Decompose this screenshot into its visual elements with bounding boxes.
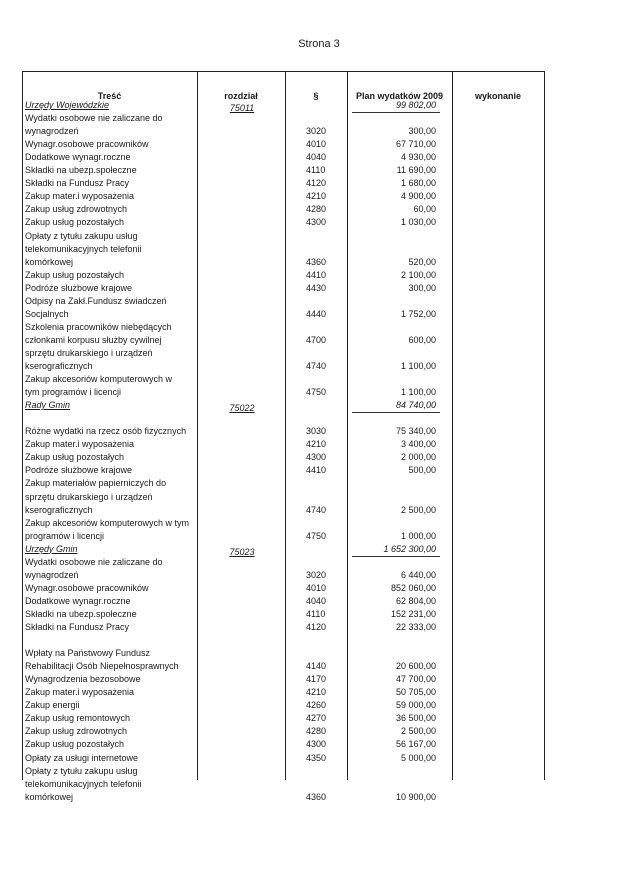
row-description: sprzętu drukarskiego i urządzeń (25, 347, 153, 358)
section-rozdzial: 75011 (229, 103, 255, 113)
row-paragraf: 4740 (306, 361, 327, 371)
row-paragraf: 4040 (306, 152, 327, 163)
row-paragraf: 4360 (306, 256, 327, 267)
row-description: Zakup usług zdrowotnych (25, 204, 128, 215)
row-description: Wpłaty na Państwowy Fundusz (25, 648, 151, 659)
row-amount: 520,00 (408, 256, 436, 267)
row-paragraf: 4110 (306, 165, 326, 176)
row-amount: 2 100,00 (400, 269, 436, 280)
row-paragraf: 4360 (306, 791, 327, 802)
row-description: Opłaty za usługi internetowe (25, 752, 139, 763)
page-title: Strona 3 (298, 38, 340, 50)
row-paragraf: 4700 (306, 334, 327, 345)
section-amount: 99 802,00 (395, 100, 436, 110)
row-description: telekomunikacyjnych telefonii (25, 778, 142, 789)
row-amount: 50 705,00 (395, 687, 436, 698)
row-amount: 300,00 (408, 282, 436, 293)
row-description: komórkowej (25, 256, 74, 267)
row-description: Składki na Fundusz Pracy (25, 622, 130, 632)
row-amount: 3 400,00 (400, 439, 436, 450)
row-paragraf: 4110 (306, 608, 326, 619)
row-description: Zakup usług pozostałych (25, 452, 125, 463)
header-wykonanie: wykonanie (474, 91, 521, 101)
row-description: Podróże służbowe krajowe (25, 465, 133, 476)
row-paragraf: 4740 (306, 504, 327, 515)
row-description: Różne wydatki na rzecz osób fizycznych (25, 426, 187, 437)
section-title: Urzędy Wojewódzkie (25, 100, 110, 110)
section-amount: 84 740,00 (395, 400, 436, 411)
row-amount: 4 930,00 (400, 152, 436, 163)
row-amount: 56 167,00 (395, 739, 436, 750)
row-description: Opłaty z tytułu zakupu usług (25, 230, 138, 241)
row-description: Odpisy na Zakł.Fundusz świadczeń (25, 295, 167, 306)
row-amount: 62 804,00 (395, 595, 436, 606)
row-description: Szkolenia pracowników niebędących (25, 321, 172, 332)
row-paragraf: 4040 (306, 595, 327, 606)
row-description: Składki na ubezp.społeczne (25, 608, 137, 619)
row-amount: 300,00 (408, 126, 436, 137)
row-amount: 852 060,00 (390, 582, 436, 593)
row-description: Zakup energii (25, 700, 80, 711)
row-amount: 10 900,00 (395, 791, 436, 802)
row-description: Zakup usług pozostałych (25, 739, 125, 750)
row-paragraf: 4430 (306, 282, 327, 293)
row-paragraf: 4300 (306, 452, 327, 463)
row-description: Zakup usług zdrowotnych (25, 726, 128, 737)
header-paragraf: § (313, 91, 319, 101)
row-paragraf: 4410 (306, 269, 327, 280)
row-amount: 1 100,00 (400, 361, 436, 371)
section-rozdzial: 75022 (229, 403, 255, 414)
row-description: Zakup usług pozostałych (25, 269, 125, 280)
row-description: Zakup usług pozostałych (25, 217, 125, 228)
row-paragraf: 4350 (306, 752, 327, 763)
header-plan: Plan wydatków 2009 (355, 91, 444, 101)
row-description: tym programów i licencji (25, 387, 122, 398)
row-paragraf: 4120 (306, 622, 327, 632)
row-description: Podróże służbowe krajowe (25, 282, 133, 293)
row-description: Wydatki osobowe nie zaliczane do (25, 113, 163, 124)
row-description: Dodatkowe wynagr.roczne (25, 152, 131, 163)
row-amount: 36 500,00 (395, 713, 436, 724)
row-description: Zakup akcesoriów komputerowych w (25, 374, 173, 385)
row-paragraf: 4120 (306, 178, 327, 189)
row-amount: 11 690,00 (396, 165, 436, 176)
row-paragraf: 4140 (306, 661, 327, 672)
row-paragraf: 3020 (306, 126, 327, 137)
row-description: Zakup usług remontowych (25, 713, 131, 724)
row-paragraf: 4010 (306, 582, 327, 593)
row-amount: 59 000,00 (395, 700, 436, 711)
row-amount: 1 752,00 (400, 308, 436, 319)
row-description: Wynagr.osobowe pracowników (25, 582, 149, 593)
row-description: Zakup materiałów papierniczych do (25, 478, 167, 489)
row-paragraf: 4270 (306, 713, 327, 724)
row-paragraf: 4440 (306, 308, 327, 319)
row-amount: 67 710,00 (395, 139, 436, 150)
row-paragraf: 4210 (306, 439, 327, 450)
row-paragraf: 4750 (306, 387, 327, 398)
row-amount: 20 600,00 (395, 661, 436, 672)
row-amount: 47 700,00 (395, 674, 436, 685)
row-description: Opłaty z tytułu zakupu usług (25, 765, 138, 776)
row-description: Dodatkowe wynagr.roczne (25, 595, 131, 606)
row-description: wynagrodzeń (25, 126, 79, 137)
section-amount-underline (352, 112, 440, 113)
row-amount: 1 680,00 (400, 178, 436, 189)
row-amount: 152 231,00 (390, 608, 436, 619)
row-paragraf: 4410 (306, 465, 327, 476)
row-paragraf: 4300 (306, 739, 327, 750)
row-description: Wydatki osobowe nie zaliczane do (25, 556, 163, 567)
row-amount: 500,00 (408, 465, 436, 476)
row-paragraf: 4210 (306, 191, 327, 202)
row-description: Zakup akcesoriów komputerowych w tym (25, 517, 190, 528)
row-amount: 1 030,00 (400, 217, 436, 228)
row-paragraf: 4170 (306, 674, 327, 685)
row-amount: 22 333,00 (395, 622, 436, 632)
section-amount-underline (352, 556, 440, 557)
row-description: komórkowej (25, 791, 74, 802)
row-description: Składki na Fundusz Pracy (25, 178, 130, 189)
row-amount: 60,00 (413, 204, 436, 215)
header-tresc: Treść (97, 91, 122, 101)
row-amount: 2 500,00 (400, 504, 436, 515)
row-description: Zakup mater.i wyposażenia (25, 439, 135, 450)
row-paragraf: 3030 (306, 426, 327, 437)
section-amount-underline (352, 412, 440, 413)
row-description: członkami korpusu służby cywilnej (25, 334, 162, 345)
header-rozdzial: rozdział (224, 91, 258, 101)
row-amount: 2 500,00 (400, 726, 436, 737)
section-title: Rady Gmin (25, 400, 71, 411)
row-description: Składki na ubezp.społeczne (25, 165, 137, 176)
row-description: telekomunikacyjnych telefonii (25, 243, 142, 254)
row-amount: 600,00 (408, 334, 436, 345)
row-amount: 75 340,00 (395, 426, 436, 437)
row-description: programów i licencji (25, 530, 105, 541)
row-amount: 1 100,00 (400, 387, 436, 398)
row-amount: 5 000,00 (400, 752, 436, 763)
row-paragraf: 4750 (306, 530, 327, 541)
section-rozdzial: 75023 (229, 546, 255, 557)
row-description: Wynagr.osobowe pracowników (25, 139, 149, 150)
row-paragraf: 4280 (306, 204, 327, 215)
row-description: kserograficznych (25, 504, 93, 515)
row-description: Rehabilitacji Osób Niepełnosprawnych (25, 661, 179, 672)
row-amount: 6 440,00 (400, 569, 436, 580)
row-amount: 1 000,00 (400, 530, 436, 541)
row-description: sprzętu drukarskiego i urządzeń (25, 491, 153, 502)
row-paragraf: 4210 (306, 687, 327, 698)
row-paragraf: 4280 (306, 726, 327, 737)
row-paragraf: 3020 (306, 569, 327, 580)
row-amount: 4 900,00 (400, 191, 436, 202)
row-description: kserograficznych (25, 361, 93, 371)
row-description: wynagrodzeń (25, 569, 79, 580)
section-title: Urzędy Gmin (25, 543, 78, 554)
row-description: Wynagrodzenia bezosobowe (25, 674, 141, 685)
row-paragraf: 4300 (306, 217, 327, 228)
row-description: Zakup mater.i wyposażenia (25, 191, 135, 202)
row-amount: 2 000,00 (400, 452, 436, 463)
section-amount: 1 652 300,00 (383, 543, 436, 554)
row-description: Socjalnych (25, 308, 69, 319)
row-description: Zakup mater.i wyposażenia (25, 687, 135, 698)
row-paragraf: 4010 (306, 139, 327, 150)
row-paragraf: 4260 (306, 700, 327, 711)
